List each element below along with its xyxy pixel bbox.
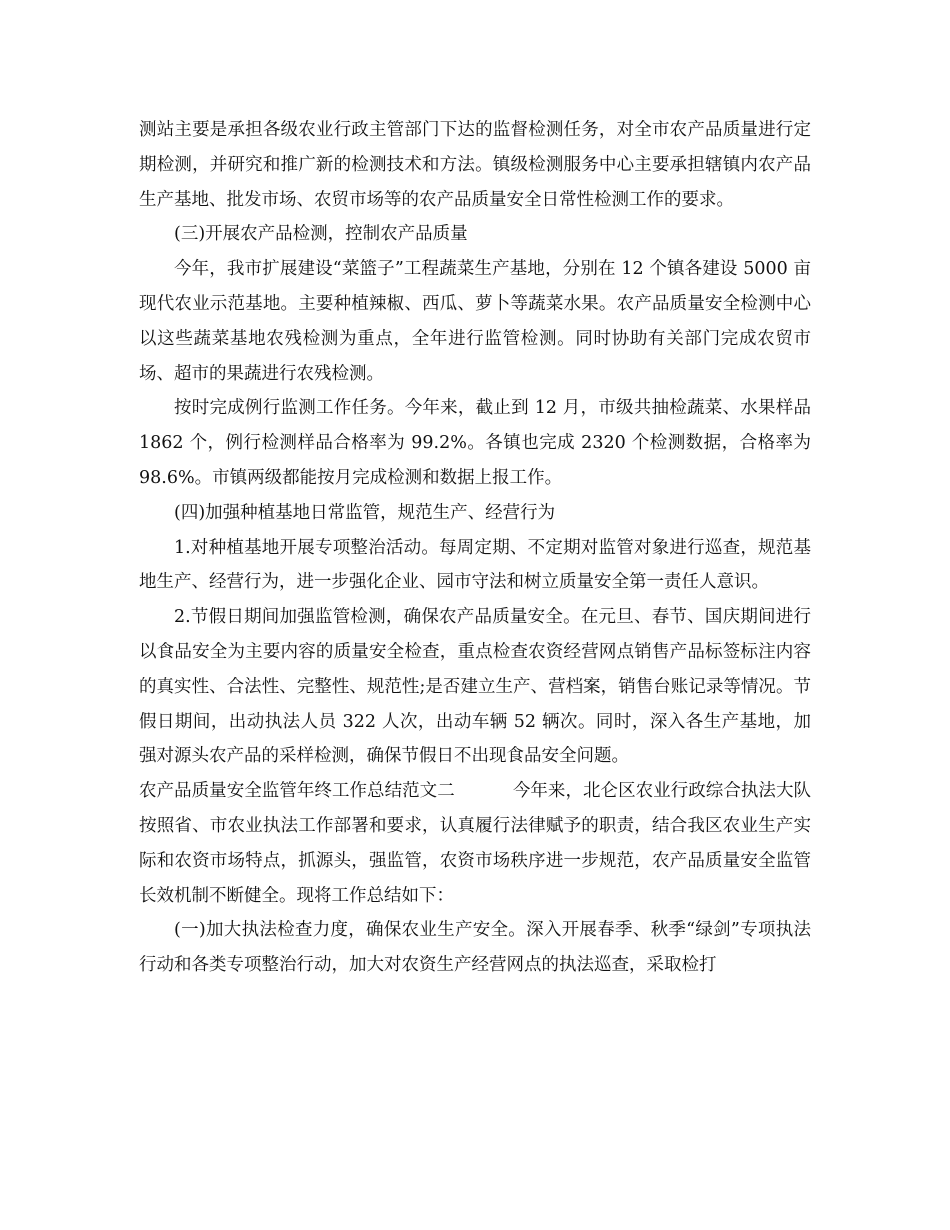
final-paragraph: (一)加大执法检查力度，确保农业生产安全。深入开展春季、秋季“绿剑”专项执法行动和各类专项整治行动，加大对农资生产经营网点的执法巡查，采取检打 (139, 920, 811, 976)
document-body (139, 113, 811, 983)
paragraph-7: 2.节假日期间加强监管检测，确保农产品质量安全。在元旦、春节、国庆期间进行以食品安全为主要内容的质量安全检查，重点检查农资经营网点销售产品标签标注内容的真实性、合法性、完整性、规范性;是否建立生产、营档案，销售台账记录等情况。节假日期间，出动执法人员 322 人次，出动车辆 52 辆次。同时，深入各生产基地，加强对源头农产品的采样检测，确保节假日不出现食品安全问题。 (139, 607, 811, 767)
paragraph-4: 按时完成例行监测工作任务。今年来，截止到 12 月，市级共抽检蔬菜、水果样品 1862 个，例行检测样品合格率为 99.2%。各镇也完成 2320 个检测数据，合格率为 98.6%。市镇两级都能按月完成检测和数据上报工作。 (139, 398, 811, 488)
heading-section-4: (四)加强种植基地日常监管，规范生产、经营行为 (174, 502, 556, 523)
section-intro: 今年来，北仑区农业行政综合执法大队按照省、市农业执法工作部署和要求，认真履行法律赋予的职责，结合我区农业生产实际和农资市场特点，抓源头，强监管，农资市场秩序进一步规范，农产品质量安全监管长效机制不断健全。现将工作总结如下： (139, 781, 812, 906)
paragraph-6: 1.对种植基地开展专项整治活动。每周定期、不定期对监管对象进行巡查，规范基地生产、经营行为，进一步强化企业、园市守法和树立质量安全第一责任人意识。 (139, 537, 811, 593)
section-title: 农产品质量安全监管年终工作总结范文二 (139, 781, 455, 802)
heading-section-3: (三)开展农产品检测，控制农产品质量 (174, 224, 468, 245)
section-two-paragraph (139, 774, 811, 913)
paragraph-1: 测站主要是承担各级农业行政主管部门下达的监督检测任务，对全市农产品质量进行定期检测，并研究和推广新的检测技术和方法。镇级检测服务中心主要承担辖镇内农产品生产基地、批发市场、农贸市场等的农产品质量安全日常性检测工作的要求。 (139, 120, 811, 210)
paragraph-3: 今年，我市扩展建设“菜篮子”工程蔬菜生产基地，分别在 12 个镇各建设 5000 亩现代农业示范基地。主要种植辣椒、西瓜、萝卜等蔬菜水果。农产品质量安全检测中心以这些蔬菜基地农残检测为重点，全年进行监管检测。同时协助有关部门完成农贸市场、超市的果蔬进行农残检测。 (139, 259, 811, 384)
